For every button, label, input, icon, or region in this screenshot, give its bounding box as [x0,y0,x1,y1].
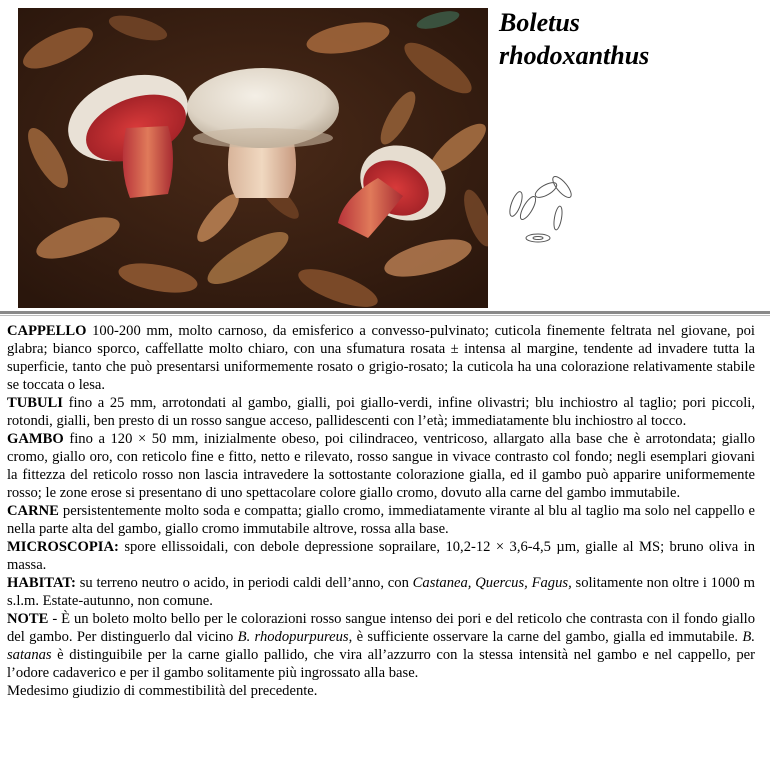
section-text: persistentemente molto soda e compatta; giallo cromo, immediatamente virante al blu al taglio ma solo nel cappello e nella parte alta del gambo, giallo cromo immutabile altrove, rossa alla base. [7,503,755,537]
section-carne [7,502,755,538]
section-label: CAPPELLO [7,323,87,339]
species-reference: B. rhodopurpureus [237,629,349,645]
section-label: NOTE [7,611,49,627]
section-text: su terreno neutro o acido, in periodi caldi dell’anno, con [79,575,409,591]
section-label: HABITAT: [7,575,76,591]
species-epithet: rhodoxanthus [499,41,650,70]
section-text: 100-200 mm, molto carnoso, da emisferico a convesso-pulvinato; cuticola finemente feltrata nel giovane, poi glabra; bianco sporco, caffellatte molto chiaro, con una sfumatura rosata ± intensa al margine, tendente ad invadere tutta la superficie, tanto che può presentarsi uniformemente rosato o grigio-rosato; la cuticola ha una colorazione relativamente stabile se toccata o lesa. [7,323,755,393]
separator-rule-thin [0,315,770,316]
spore-drawing [502,170,582,255]
section-text: fino a 25 mm, arrotondati al gambo, gialli, poi giallo-verdi, infine olivastri; blu inchiostro al taglio; pori piccoli, rotondi, gialli, ben presto di un rosso sangue acceso, pallidescenti con l’età; immediatamente blu inchiostro al tocco. [7,395,755,429]
description-body [7,322,755,700]
separator-rule [0,311,770,314]
section-text: , è sufficiente osservare la carne del gambo, gialla ed immutabile. [348,629,739,645]
section-footer: Medesimo giudizio di commestibilità del precedente. [7,683,318,699]
mushroom-photo [18,8,488,308]
section-habitat [7,574,755,610]
section-note [7,610,755,682]
section-tubuli [7,394,755,430]
section-text: spore ellissoidali, con debole depressione soprailare, 10,2-12 × 3,6-4,5 µm, gialle al MS; bruno oliva in massa. [7,539,755,573]
section-text: fino a 120 × 50 mm, inizialmente obeso, poi cilindraceo, ventricoso, allargato alla base che è arrotondata; giallo cromo, giallo oro, con reticolo fine e fitto, netto e rilevato, rosso sangue in vivace contrasto col fondo; negli esemplari giovani la fittezza del reticolo rosso non lascia intravedere la sottostante colorazione gialla, ed il gambo può apparire uniformemente rosso; le zone erose si presentano di uno spettacolare colore giallo cromo, dovuto alla carne del gambo immutabile. [7,431,755,501]
species-title [499,6,649,72]
genus-name: Boletus [499,8,580,37]
section-label: GAMBO [7,431,64,447]
section-gambo [7,430,755,502]
section-text: - È un boleto molto bello per le colorazioni rosso sangue intenso dei pori e del reticolo che contrasta con il fondo giallo del gambo. Per distinguerlo dal vicino [7,611,755,645]
section-microscopia [7,538,755,574]
host-species: Castanea, Quercus, Fagus, [412,575,572,591]
section-text: è distinguibile per la carne giallo pallido, che vira all’azzurro con la stessa intensità nel gambo e nel cappello, per l’odore cadaverico e per il gambo solitamente più ingrossato alla base. [7,647,755,681]
section-text: solitamente non oltre i 1000 m s.l.m. Estate-autunno, non comune. [7,575,755,609]
section-label: MICROSCOPIA: [7,539,119,555]
section-cappello [7,322,755,394]
section-label: TUBULI [7,395,63,411]
section-label: CARNE [7,503,59,519]
species-reference: B. satanas [7,629,755,663]
